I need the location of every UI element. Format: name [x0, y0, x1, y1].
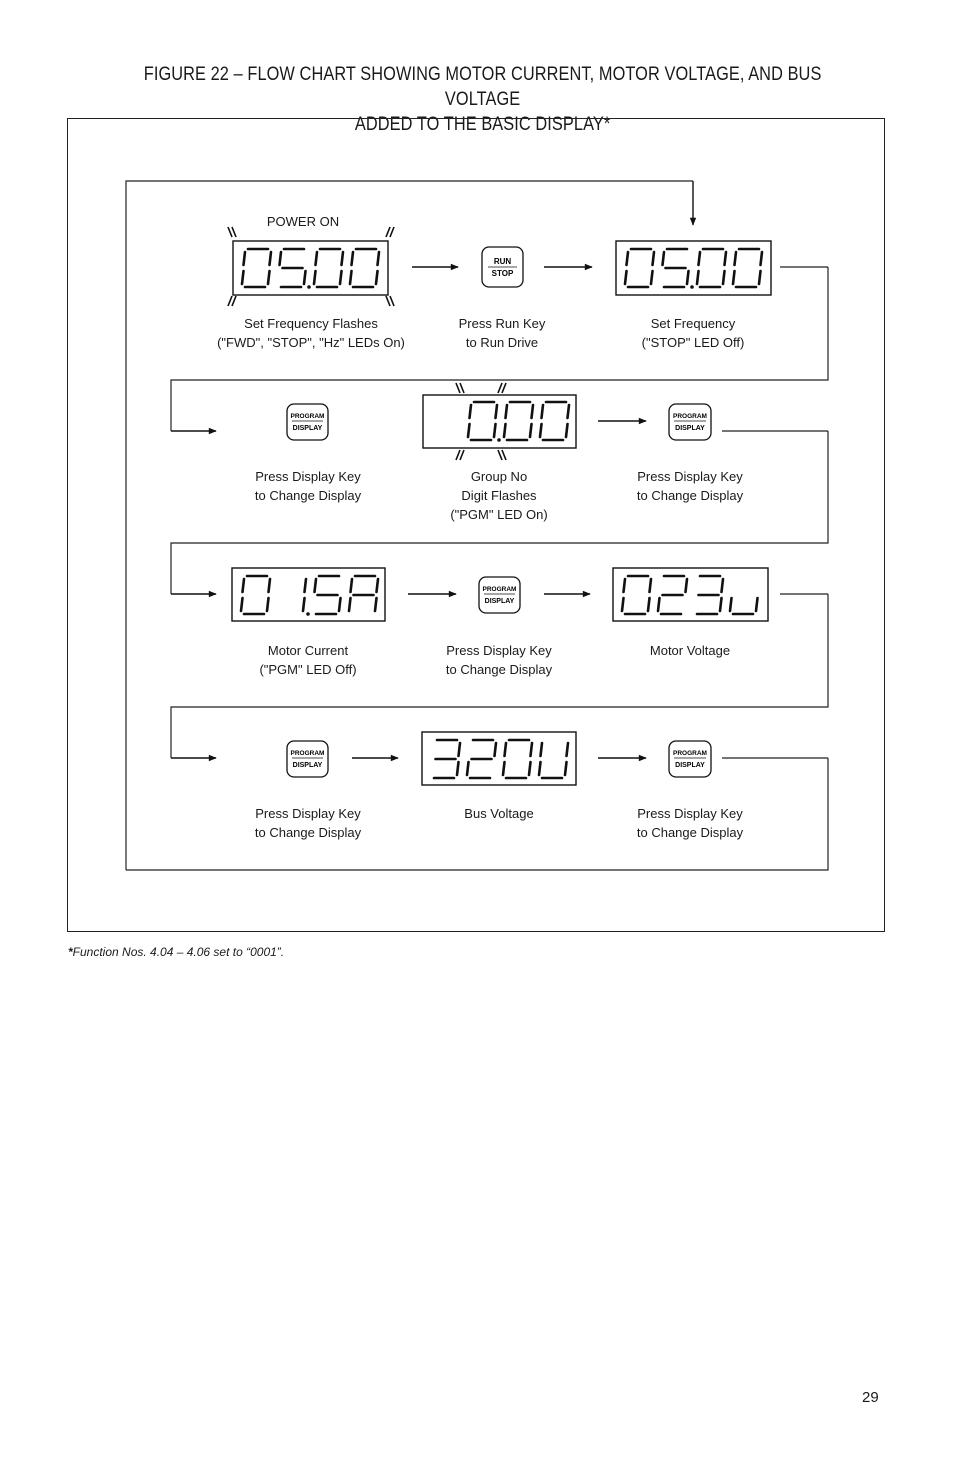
- display-segment: [566, 424, 568, 437]
- display-segment: [735, 252, 737, 265]
- display-segment: [722, 579, 724, 592]
- display-readout-motor-voltage: [622, 576, 758, 614]
- program-key-label: PROGRAM: [482, 586, 517, 593]
- caption-stop-led-off: ("STOP" LED Off): [641, 335, 745, 350]
- decimal-point: [307, 285, 311, 289]
- footnote-text: Function Nos. 4.04 – 4.06 set to “0001”.: [72, 945, 285, 959]
- page-number: 29: [862, 1389, 879, 1406]
- display-readout-set-freq-flash: [242, 249, 379, 289]
- caption-set-frequency-flashes: Set Frequency Flashes: [244, 316, 378, 331]
- decimal-point: [690, 285, 694, 289]
- display-segment: [687, 271, 689, 284]
- program-display-key-1[interactable]: [287, 404, 328, 440]
- display-segment: [457, 762, 459, 775]
- power-on-label: POWER ON: [266, 214, 340, 229]
- display-segment: [376, 271, 378, 284]
- display-segment: [242, 271, 244, 284]
- caption-to-change-display: to Change Display: [636, 488, 744, 503]
- display-readout-motor-current: [241, 576, 378, 616]
- display-key-label: DISPLAY: [292, 425, 323, 432]
- caption-press-display-key: Press Display Key: [255, 806, 361, 821]
- flow-arrows: [171, 181, 693, 758]
- stop-key-label: STOP: [491, 269, 514, 278]
- display-segment: [303, 598, 305, 611]
- footnote: [68, 945, 284, 959]
- display-segment: [503, 762, 505, 775]
- display-segment: [352, 252, 354, 265]
- program-key-label: PROGRAM: [673, 750, 707, 757]
- footnote-mark: *: [68, 945, 73, 959]
- caption-press-display-key: Press Display Key: [637, 806, 743, 821]
- display-segment: [304, 271, 306, 284]
- display-segment: [315, 579, 317, 592]
- display-segment: [504, 424, 506, 437]
- display-segment: [316, 252, 318, 265]
- run-stop-key[interactable]: [482, 247, 523, 287]
- display-segment: [756, 598, 758, 611]
- display-segment: [565, 762, 567, 775]
- run-key-label: RUN: [493, 257, 512, 266]
- display-segment: [342, 252, 344, 265]
- display-segment: [494, 424, 496, 437]
- display-segment: [541, 743, 543, 756]
- display-segment: [627, 252, 629, 265]
- display-segment: [761, 252, 763, 265]
- program-display-key-4[interactable]: [287, 741, 328, 777]
- program-display-key-3[interactable]: [479, 577, 520, 613]
- display-segment: [653, 252, 655, 265]
- display-readout-bus-voltage: [434, 740, 568, 778]
- display-segment: [568, 405, 570, 418]
- display-segment: [730, 598, 732, 611]
- display-segment: [506, 405, 508, 418]
- caption-group-no: Group No: [470, 469, 528, 484]
- caption-motor-voltage: Motor Voltage: [649, 643, 731, 658]
- decimal-point: [497, 438, 501, 442]
- display-segment: [529, 762, 531, 775]
- caption-pgm-led-on: ("PGM" LED On): [450, 507, 548, 522]
- display-segment: [733, 271, 735, 284]
- display-segment: [648, 598, 650, 611]
- caption-to-change-display: to Change Display: [254, 825, 362, 840]
- display-segment: [270, 252, 272, 265]
- display-segment: [625, 271, 627, 284]
- display-key-label: DISPLAY: [292, 762, 323, 769]
- figure-title-line1: FIGURE 22 – FLOW CHART SHOWING MOTOR CURRENT, MOTOR VOLTAGE, AND BUS VOLTAGE: [143, 64, 822, 110]
- display-segment: [267, 598, 269, 611]
- caption-set-frequency: Set Frequency: [650, 316, 736, 331]
- display-segment: [539, 762, 541, 775]
- display-segment: [305, 579, 307, 592]
- caption-to-change-display: to Change Display: [445, 662, 553, 677]
- display-segment: [530, 424, 532, 437]
- caption-press-display-key: Press Display Key: [446, 643, 552, 658]
- caption-to-run-drive: to Run Drive: [465, 335, 539, 350]
- display-segment: [567, 743, 569, 756]
- display-segment: [468, 424, 470, 437]
- display-segment: [505, 743, 507, 756]
- display-segment: [243, 579, 245, 592]
- display-segment: [663, 252, 665, 265]
- display-segment: [624, 579, 626, 592]
- caption-press-display-key: Press Display Key: [637, 469, 743, 484]
- program-key-label: PROGRAM: [290, 413, 325, 420]
- caption-to-change-display: to Change Display: [254, 488, 362, 503]
- caption-digit-flashes: Digit Flashes: [461, 488, 537, 503]
- display-key-label: DISPLAY: [484, 598, 515, 605]
- display-segment: [375, 598, 377, 611]
- program-display-key-5[interactable]: [669, 741, 711, 777]
- display-segment: [314, 271, 316, 284]
- display-segment: [540, 424, 542, 437]
- display-segment: [268, 271, 270, 284]
- caption-set-frequency-flashes-leds: ("FWD", "STOP", "Hz" LEDs On): [217, 335, 405, 350]
- display-segment: [651, 271, 653, 284]
- caption-to-change-display: to Change Display: [636, 825, 744, 840]
- program-display-key-2[interactable]: [669, 404, 711, 440]
- display-segment: [280, 252, 282, 265]
- display-segment: [269, 579, 271, 592]
- program-key-label: PROGRAM: [673, 413, 707, 420]
- display-segment: [340, 271, 342, 284]
- display-segment: [759, 271, 761, 284]
- display-segment: [720, 598, 722, 611]
- display-key-label: DISPLAY: [675, 425, 705, 432]
- decimal-point: [306, 612, 310, 616]
- caption-press-run-key: Press Run Key: [458, 316, 546, 331]
- display-segment: [650, 579, 652, 592]
- display-segment: [378, 252, 380, 265]
- display-segment: [339, 598, 341, 611]
- display-segment: [622, 598, 624, 611]
- figure-title-line2: ADDED TO THE BASIC DISPLAY*: [354, 114, 611, 135]
- display-segment: [459, 743, 461, 756]
- display-segment: [699, 252, 701, 265]
- caption-bus-voltage: Bus Voltage: [464, 806, 534, 821]
- caption-motor-current: Motor Current: [267, 643, 349, 658]
- display-readout-set-freq: [625, 249, 762, 289]
- display-segment: [531, 743, 533, 756]
- display-segment: [723, 271, 725, 284]
- display-segment: [496, 405, 498, 418]
- caption-pgm-led-off: ("PGM" LED Off): [259, 662, 357, 677]
- program-key-label: PROGRAM: [290, 750, 325, 757]
- display-segment: [725, 252, 727, 265]
- flash-marks-set-frequency: [228, 227, 394, 306]
- display-segment: [349, 598, 351, 611]
- display-segment: [532, 405, 534, 418]
- display-segment: [658, 598, 660, 611]
- display-segment: [241, 598, 243, 611]
- display-readout-group-no: [468, 402, 569, 442]
- display-segment: [244, 252, 246, 265]
- display-segment: [470, 405, 472, 418]
- display-segment: [495, 743, 497, 756]
- display-segment: [351, 579, 353, 592]
- display-segment: [697, 271, 699, 284]
- display-segment: [686, 579, 688, 592]
- caption-press-display-key: Press Display Key: [255, 469, 361, 484]
- display-key-label: DISPLAY: [675, 762, 705, 769]
- display-segment: [350, 271, 352, 284]
- display-segment: [377, 579, 379, 592]
- display-segment: [542, 405, 544, 418]
- display-segment: [467, 762, 469, 775]
